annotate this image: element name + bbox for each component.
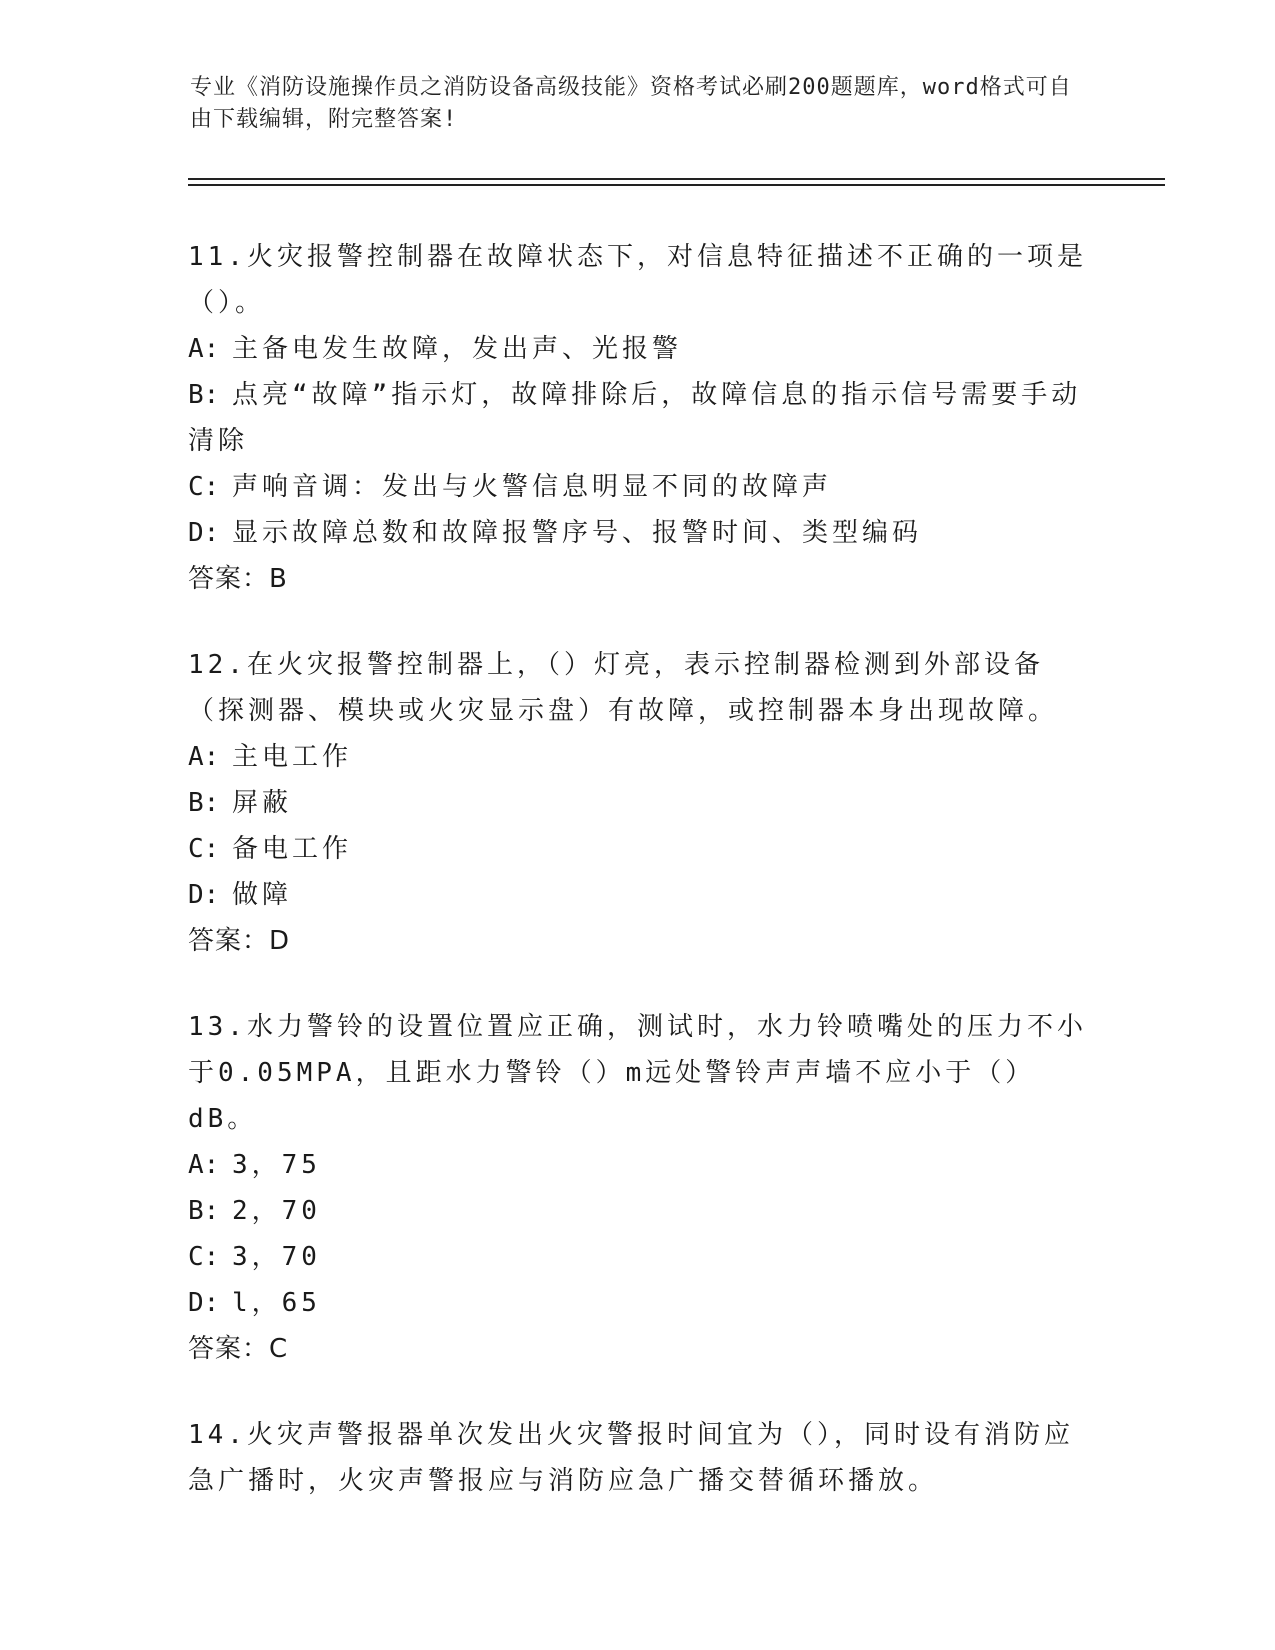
option-text: 备电工作 bbox=[232, 834, 353, 864]
option-b bbox=[188, 780, 1088, 826]
option-label: A: bbox=[188, 1150, 220, 1180]
option-text: 主电工作 bbox=[232, 742, 353, 772]
question-list bbox=[188, 234, 1088, 1544]
option-a bbox=[188, 326, 1088, 372]
option-text: 点亮“故障”指示灯，故障排除后，故障信息的指示信号需要手动清除 bbox=[188, 380, 1082, 456]
option-text: 声响音调：发出与火警信息明显不同的故障声 bbox=[232, 472, 833, 502]
option-label: D: bbox=[188, 880, 220, 910]
header-divider-top bbox=[188, 178, 1165, 180]
option-text: 3，70 bbox=[232, 1242, 321, 1272]
option-label: C: bbox=[188, 472, 220, 502]
option-a bbox=[188, 734, 1088, 780]
option-b bbox=[188, 1188, 1088, 1234]
header-divider-bottom bbox=[188, 184, 1165, 186]
option-label: D: bbox=[188, 1288, 220, 1318]
option-label: D: bbox=[188, 518, 220, 548]
question-stem: 12.在火灾报警控制器上，（）灯亮，表示控制器检测到外部设备（探测器、模块或火灾显示盘）有故障，或控制器本身出现故障。 bbox=[188, 650, 1059, 726]
answer-line: 答案：C bbox=[188, 1334, 289, 1364]
option-text: 主备电发生故障，发出声、光报警 bbox=[232, 334, 683, 364]
option-label: C: bbox=[188, 834, 220, 864]
option-text: 2，70 bbox=[232, 1196, 321, 1226]
option-d bbox=[188, 872, 1088, 918]
question-stem: 13.水力警铃的设置位置应正确，测试时，水力铃喷嘴处的压力不小于0.05MPA，且距水力警铃（）m远处警铃声声墙不应小于（）dB。 bbox=[188, 1012, 1087, 1134]
option-text: 做障 bbox=[232, 880, 293, 910]
option-label: C: bbox=[188, 1242, 220, 1272]
document-header: 专业《消防设施操作员之消防设备高级技能》资格考试必刷200题题库，word格式可自由下载编辑，附完整答案! bbox=[190, 75, 1072, 132]
answer-line: 答案：D bbox=[188, 926, 291, 956]
option-a bbox=[188, 1142, 1088, 1188]
question-14 bbox=[188, 1412, 1088, 1504]
option-d bbox=[188, 510, 1088, 556]
option-label: A: bbox=[188, 742, 220, 772]
option-label: A: bbox=[188, 334, 220, 364]
option-label: B: bbox=[188, 380, 220, 410]
option-text: l，65 bbox=[232, 1288, 321, 1318]
option-text: 屏蔽 bbox=[232, 788, 293, 818]
question-stem: 14.火灾声警报器单次发出火灾警报时间宜为（），同时设有消防应急广播时，火灾声警报应与消防应急广播交替循环播放。 bbox=[188, 1420, 1074, 1496]
answer-line: 答案：B bbox=[188, 564, 288, 594]
option-label: B: bbox=[188, 1196, 220, 1226]
option-d bbox=[188, 1280, 1088, 1326]
option-c bbox=[188, 1234, 1088, 1280]
option-b bbox=[188, 372, 1088, 464]
question-11 bbox=[188, 234, 1088, 602]
option-text: 3，75 bbox=[232, 1150, 321, 1180]
question-12 bbox=[188, 642, 1088, 964]
option-c bbox=[188, 464, 1088, 510]
question-stem: 11.火灾报警控制器在故障状态下，对信息特征描述不正确的一项是（）。 bbox=[188, 242, 1087, 318]
question-13 bbox=[188, 1004, 1088, 1372]
option-text: 显示故障总数和故障报警序号、报警时间、类型编码 bbox=[232, 518, 923, 548]
option-label: B: bbox=[188, 788, 220, 818]
option-c bbox=[188, 826, 1088, 872]
